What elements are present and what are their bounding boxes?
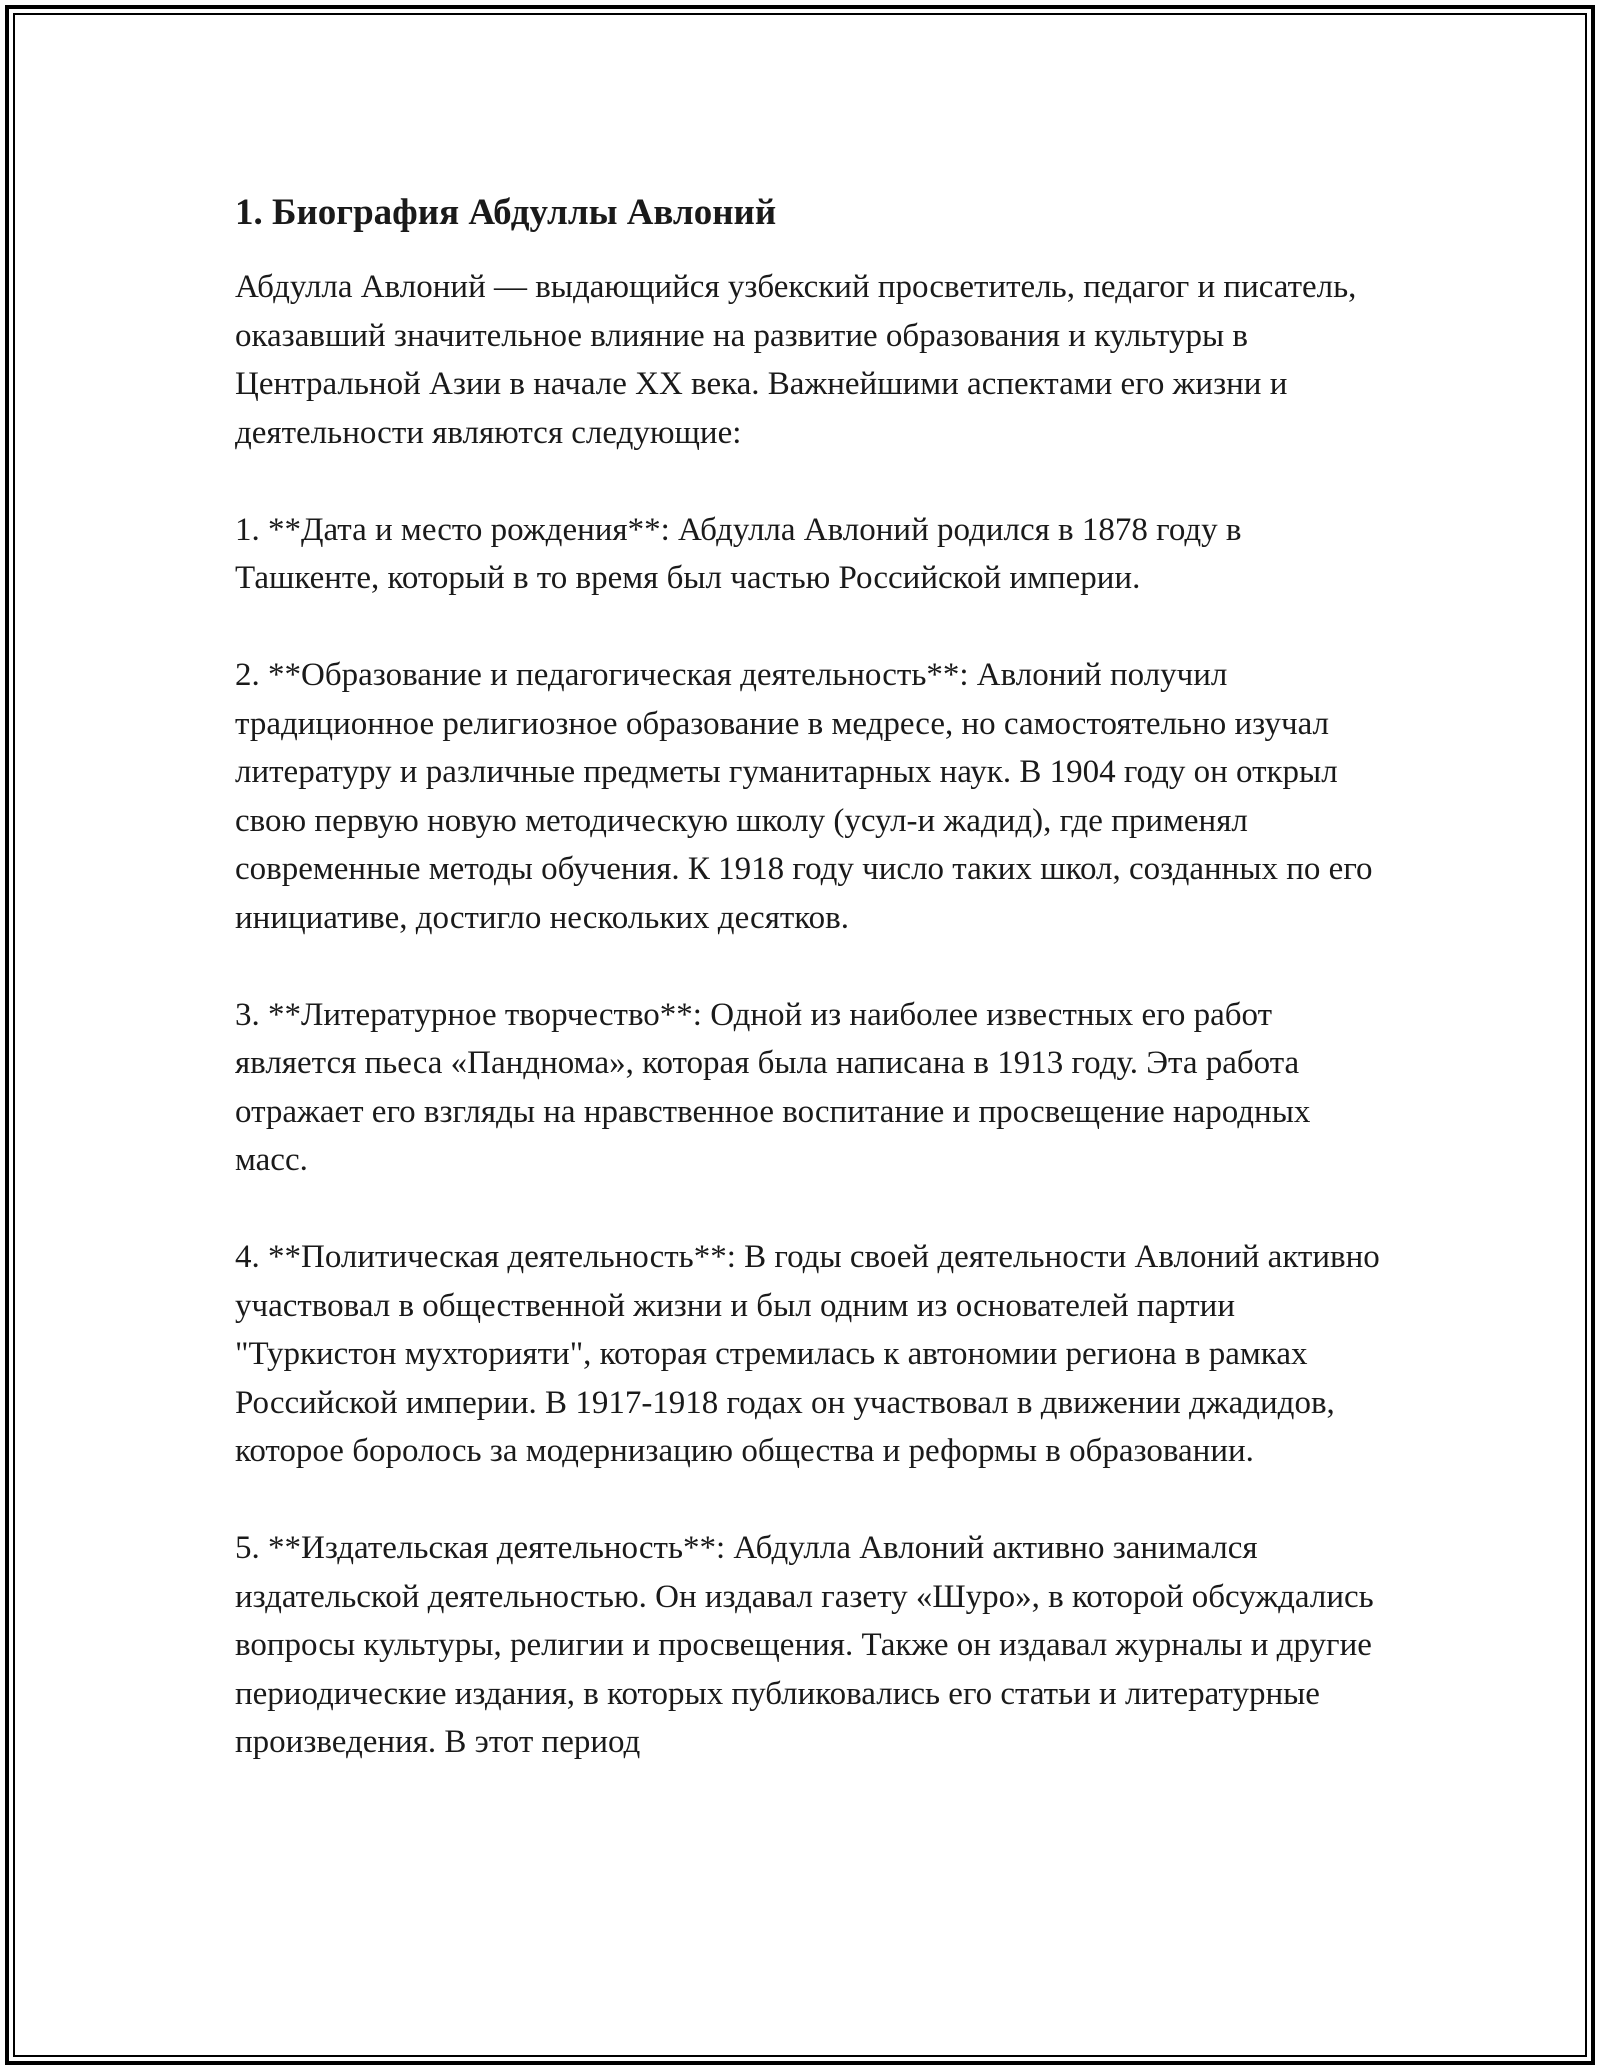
intro-paragraph: Абдулла Авлоний — выдающийся узбекский просветитель, педагог и писатель, оказавший значительное влияние на развитие образования и культуры в Центральной Азии в начале XX века. Важнейшими аспектами его жизни и деятельности являются следующие: [235,269,1357,451]
list-item-literature: 3. **Литературное творчество**: Одной из наиболее известных его работ является пьеса «Пандномa», которая была написана в 1913 году. Эта работа отражает его взгляды на нравственное воспитание и просвещение народных масс. [235,996,1311,1178]
list-item-publishing: 5. **Издательская деятельность**: Абдулла Авлоний активно занимался издательской деятельностью. Он издавал газету «Шуро», в которой обсуждались вопросы культуры, религии и просвещения. Также он издавал журналы и другие периодические издания, в которых публиковались его статьи и литературные произведения. В этот период [235,1530,1374,1760]
list-item-politics: 4. **Политическая деятельность**: В годы своей деятельности Авлоний активно участвовал в общественной жизни и был одним из основателей партии "Туркистон мухторияти", которая стремилась к автономии региона в рамках Российской империи. В 1917-1918 годах он участвовал в движении джадидов, которое боролось за модернизацию общества и реформы в образовании. [235,1239,1380,1469]
document-title: 1. Биография Абдуллы Авлоний [235,192,777,233]
document-body [235,187,1385,1767]
list-item-birth: 1. **Дата и место рождения**: Абдулла Авлоний родился в 1878 году в Ташкенте, который в то время был частью Российской империи. [235,511,1242,596]
list-item-education: 2. **Образование и педагогическая деятельность**: Авлоний получил традиционное религиозное образование в медресе, но самостоятельно изучал литературу и различные предметы гуманитарных наук. В 1904 году он открыл свою первую новую методическую школу (усул-и жадид), где применял современные методы обучения. К 1918 году число таких школ, созданных по его инициативе, достигло нескольких десятков. [235,657,1373,936]
